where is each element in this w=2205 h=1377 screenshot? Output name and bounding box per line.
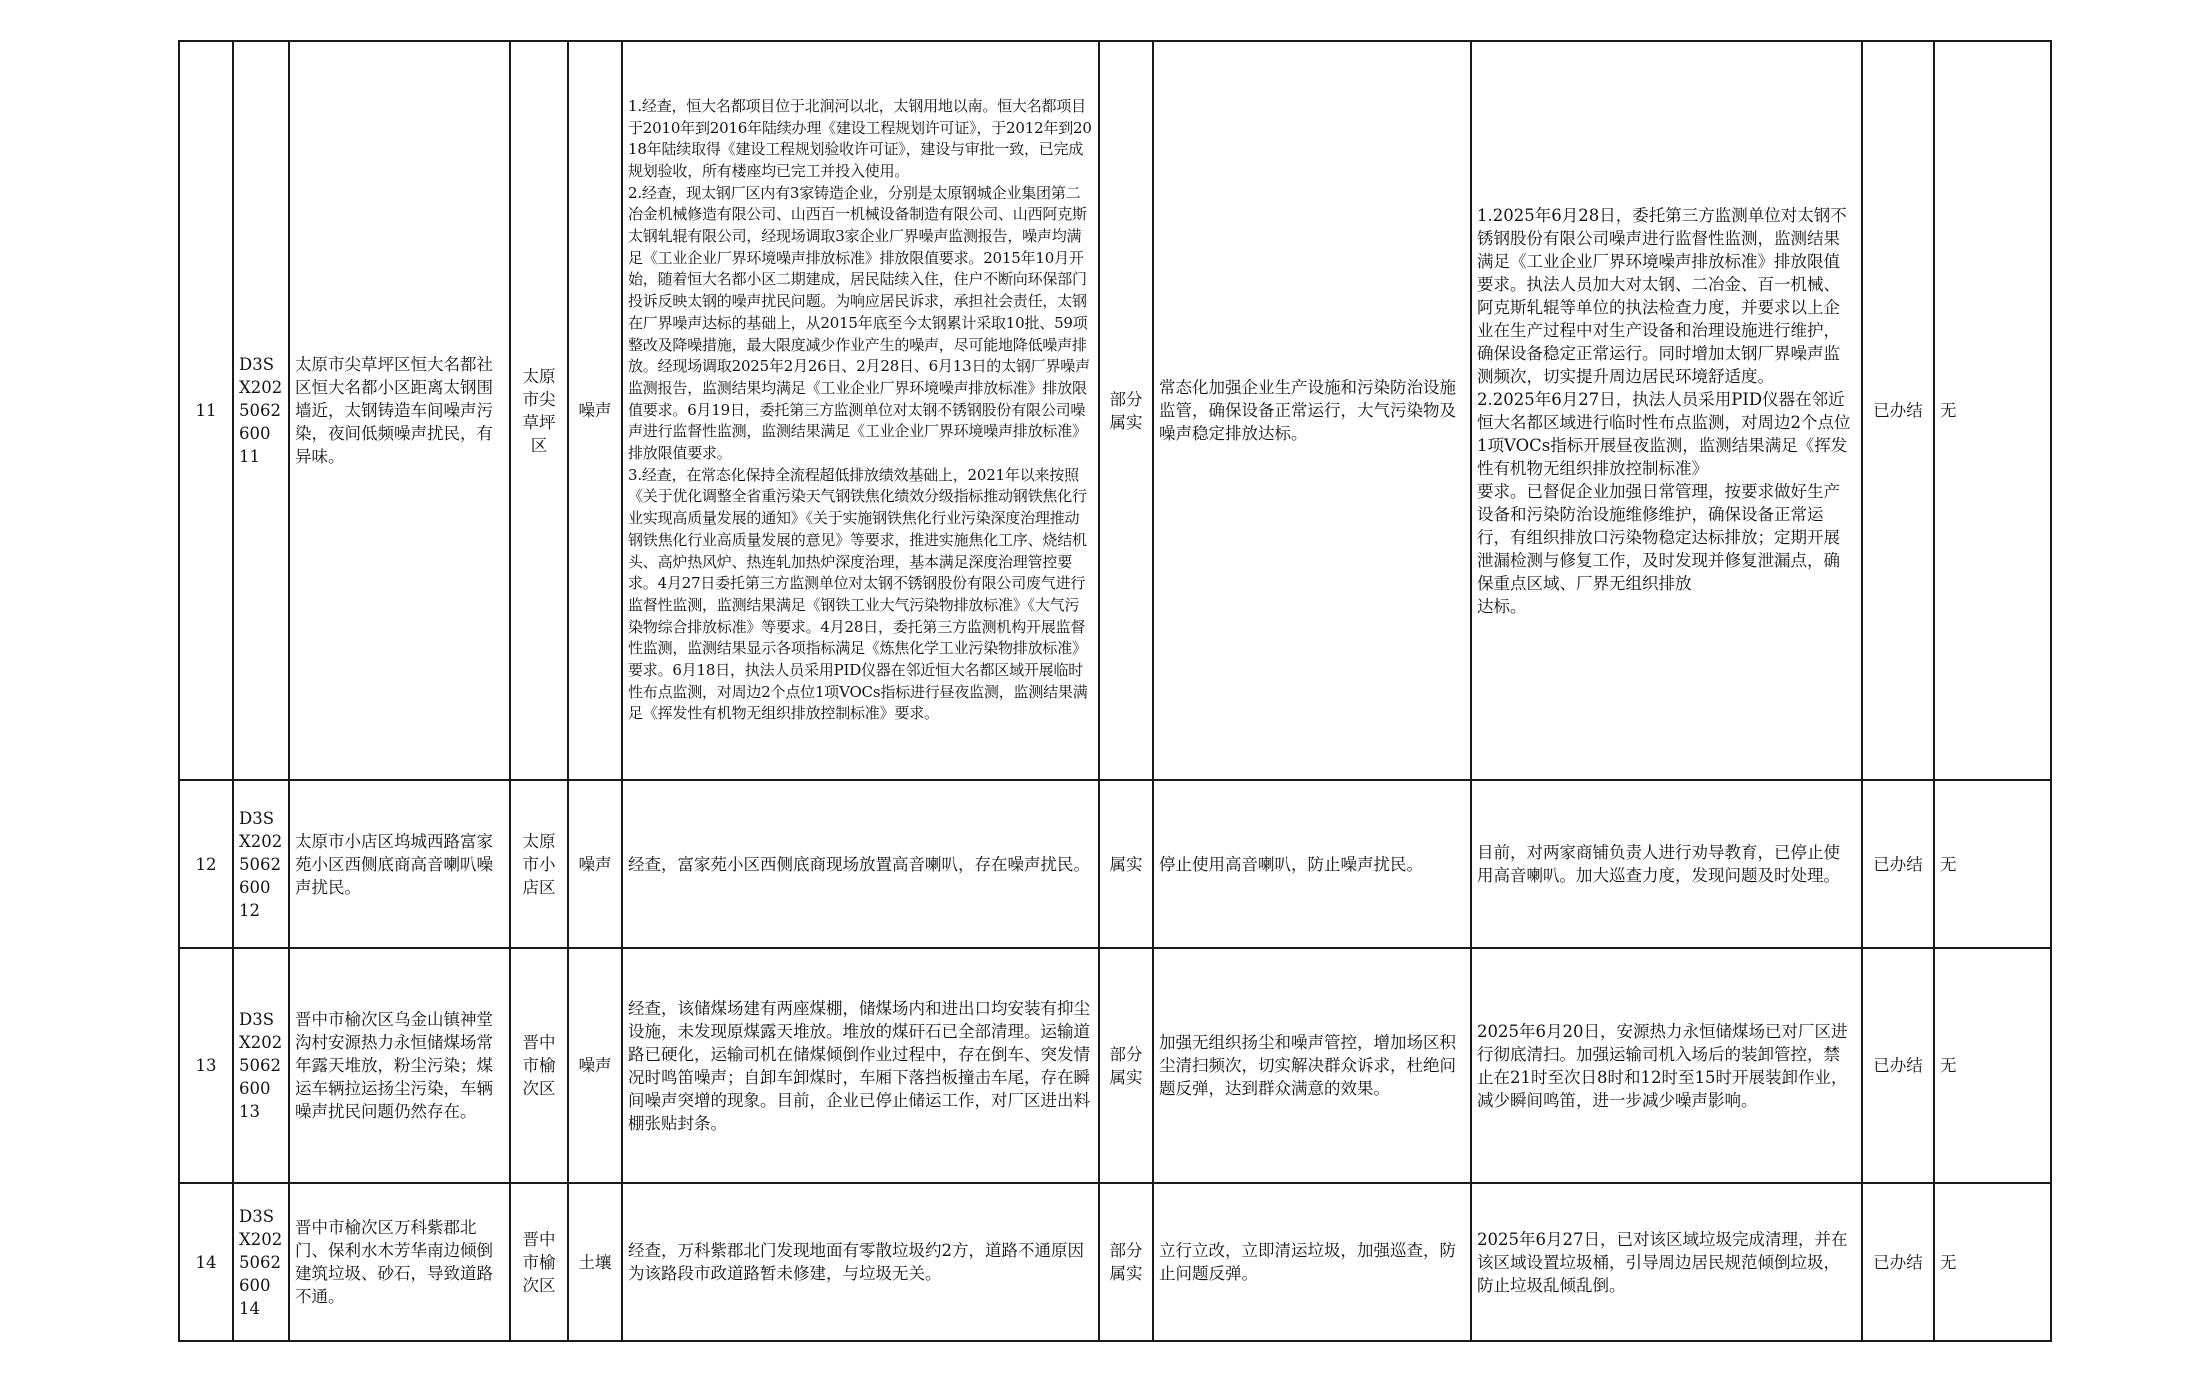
rectification-measures: 立行立改，立即清运垃圾，加强巡查，防止问题反弹。	[1153, 1183, 1471, 1341]
case-code: D3SX2025062600 12	[233, 780, 289, 948]
verification-finding: 部分属实	[1099, 948, 1153, 1183]
row-number: 14	[179, 1183, 233, 1341]
rectification-measures: 常态化加强企业生产设施和污染防治设施监管，确保设备正常运行，大气污染物及噪声稳定排放达标。	[1153, 41, 1471, 780]
case-code: D3SX2025062600 14	[233, 1183, 289, 1341]
pollution-category: 噪声	[568, 948, 622, 1183]
case-code: D3SX2025062600 13	[233, 948, 289, 1183]
row-number: 11	[179, 41, 233, 780]
pollution-category: 土壤	[568, 1183, 622, 1341]
issue-description: 晋中市榆次区万科紫郡北门、保利水木芳华南边倾倒建筑垃圾、砂石，导致道路不通。	[289, 1183, 510, 1341]
accountability: 无	[1934, 948, 2051, 1183]
handling-status: 已办结	[1862, 948, 1934, 1183]
investigation-result: 1.经查，恒大名都项目位于北涧河以北，太钢用地以南。恒大名都项目于2010年到2016年陆续办理《建设工程规划许可证》，于2012年到2018年陆续取得《建设工程规划验收许可证》，建设与审批一致，已完成规划验收，所有楼座均已完工并投入使用。 2.经查，现太钢厂区内有3家铸造企业，分别是太原钢城企业集团第二冶金机械修造有限公司、山西百一机械设备制造有限公司、山西阿克斯太钢轧辊有限公司，经现场调取3家企业厂界噪声监测报告，噪声均满足《工业企业厂界环境噪声排放标准》排放限值要求。2015年10月开始，随着恒大名都小区二期建成，居民陆续入住，住户不断向环保部门投诉反映太钢的噪声扰民问题。为响应居民诉求，承担社会责任，太钢在厂界噪声达标的基础上，从2015年底至今太钢累计采取10批、59项整改及降噪措施，最大限度减少作业产生的噪声，尽可能地降低噪声排放。经现场调取2025年2月26日、2月28日、6月13日的太钢厂界噪声监测报告，监测结果均满足《工业企业厂界环境噪声排放标准》排放限值要求。6月19日，委托第三方监测单位对太钢不锈钢股份有限公司噪声进行监督性监测，监测结果满足《工业企业厂界环境噪声排放标准》排放限值要求。 3.经查，在常态化保持全流程超低排放绩效基础上，2021年以来按照《关于优化调整全省重污染天气钢铁焦化绩效分级指标推动钢铁焦化行业实现高质量发展的通知》《关于实施钢铁焦化行业污染深度治理推动钢铁焦化行业高质量发展的意见》等要求，推进实施焦化工序、烧结机头、高炉热风炉、热连轧加热炉深度治理，基本满足深度治理管控要求。4月27日委托第三方监测单位对太钢不锈钢股份有限公司废气进行监督性监测，监测结果满足《钢铁工业大气污染物排放标准》《大气污染物综合排放标准》等要求。4月28日，委托第三方监测机构开展监督性监测，监测结果显示各项指标满足《炼焦化学工业污染物排放标准》要求。6月18日，执法人员采用PID仪器在邻近恒大名都区域开展临时性布点监测，对周边2个点位1项VOCs指标进行昼夜监测，监测结果满足《挥发性有机物无组织排放控制标准》要求。	[622, 41, 1099, 780]
rectification-progress: 目前，对两家商铺负责人进行劝导教育，已停止使用高音喇叭。加大巡查力度，发现问题及时处理。	[1471, 780, 1862, 948]
district: 晋中市榆次区	[510, 1183, 568, 1341]
pollution-category: 噪声	[568, 41, 622, 780]
verification-finding: 部分属实	[1099, 1183, 1153, 1341]
verification-finding: 部分属实	[1099, 41, 1153, 780]
district: 太原市小店区	[510, 780, 568, 948]
rectification-measures: 加强无组织扬尘和噪声管控，增加场区积尘清扫频次，切实解决群众诉求，杜绝问题反弹，达到群众满意的效果。	[1153, 948, 1471, 1183]
district: 太原市尖草坪区	[510, 41, 568, 780]
district: 晋中市榆次区	[510, 948, 568, 1183]
accountability: 无	[1934, 780, 2051, 948]
handling-status: 已办结	[1862, 1183, 1934, 1341]
table-row	[179, 41, 2051, 780]
row-number: 12	[179, 780, 233, 948]
investigation-result: 经查，该储煤场建有两座煤棚，储煤场内和进出口均安装有抑尘设施，未发现原煤露天堆放。堆放的煤矸石已全部清理。运输道路已硬化，运输司机在储煤倾倒作业过程中，存在倒车、突发情况时鸣笛噪声；自卸车卸煤时，车厢下落挡板撞击车尾，存在瞬间噪声突增的现象。目前，企业已停止储运工作，对厂区进出料棚张贴封条。	[622, 948, 1099, 1183]
investigation-result: 经查，万科紫郡北门发现地面有零散垃圾约2方，道路不通原因为该路段市政道路暂未修建，与垃圾无关。	[622, 1183, 1099, 1341]
accountability: 无	[1934, 41, 2051, 780]
rectification-progress: 1.2025年6月28日，委托第三方监测单位对太钢不锈钢股份有限公司噪声进行监督性监测，监测结果满足《工业企业厂界环境噪声排放标准》排放限值要求。执法人员加大对太钢、二冶金、百一机械、阿克斯轧辊等单位的执法检查力度，并要求以上企业在生产过程中对生产设备和治理设施进行维护，确保设备稳定正常运行。同时增加太钢厂界噪声监测频次，切实提升周边居民环境舒适度。 2.2025年6月27日，执法人员采用PID仪器在邻近恒大名都区域进行临时性布点监测，对周边2个点位1项VOCs指标开展昼夜监测，监测结果满足《挥发性有机物无组织排放控制标准》 要求。已督促企业加强日常管理，按要求做好生产设备和污染防治设施维修维护，确保设备正常运行，有组织排放口污染物稳定达标排放；定期开展泄漏检测与修复工作，及时发现并修复泄漏点，确保重点区域、厂界无组织排放 达标。	[1471, 41, 1862, 780]
table-row	[179, 948, 2051, 1183]
rectification-measures: 停止使用高音喇叭，防止噪声扰民。	[1153, 780, 1471, 948]
handling-status: 已办结	[1862, 780, 1934, 948]
table-row	[179, 1183, 2051, 1341]
rectification-progress: 2025年6月27日，已对该区域垃圾完成清理，并在该区域设置垃圾桶，引导周边居民规范倾倒垃圾，防止垃圾乱倾乱倒。	[1471, 1183, 1862, 1341]
petition-table	[178, 40, 2052, 1342]
table-row	[179, 780, 2051, 948]
rectification-progress: 2025年6月20日，安源热力永恒储煤场已对厂区进行彻底清扫。加强运输司机入场后的装卸管控，禁止在21时至次日8时和12时至15时开展装卸作业，减少瞬间鸣笛，进一步减少噪声影响。	[1471, 948, 1862, 1183]
verification-finding: 属实	[1099, 780, 1153, 948]
issue-description: 晋中市榆次区乌金山镇神堂沟村安源热力永恒储煤场常年露天堆放，粉尘污染；煤运车辆拉运扬尘污染，车辆噪声扰民问题仍然存在。	[289, 948, 510, 1183]
issue-description: 太原市尖草坪区恒大名都社区恒大名都小区距离太钢围墙近，太钢铸造车间噪声污染，夜间低频噪声扰民，有异味。	[289, 41, 510, 780]
case-code: D3SX2025062600 11	[233, 41, 289, 780]
accountability: 无	[1934, 1183, 2051, 1341]
handling-status: 已办结	[1862, 41, 1934, 780]
issue-description: 太原市小店区坞城西路富家苑小区西侧底商高音喇叭噪声扰民。	[289, 780, 510, 948]
investigation-result: 经查，富家苑小区西侧底商现场放置高音喇叭，存在噪声扰民。	[622, 780, 1099, 948]
pollution-category: 噪声	[568, 780, 622, 948]
row-number: 13	[179, 948, 233, 1183]
